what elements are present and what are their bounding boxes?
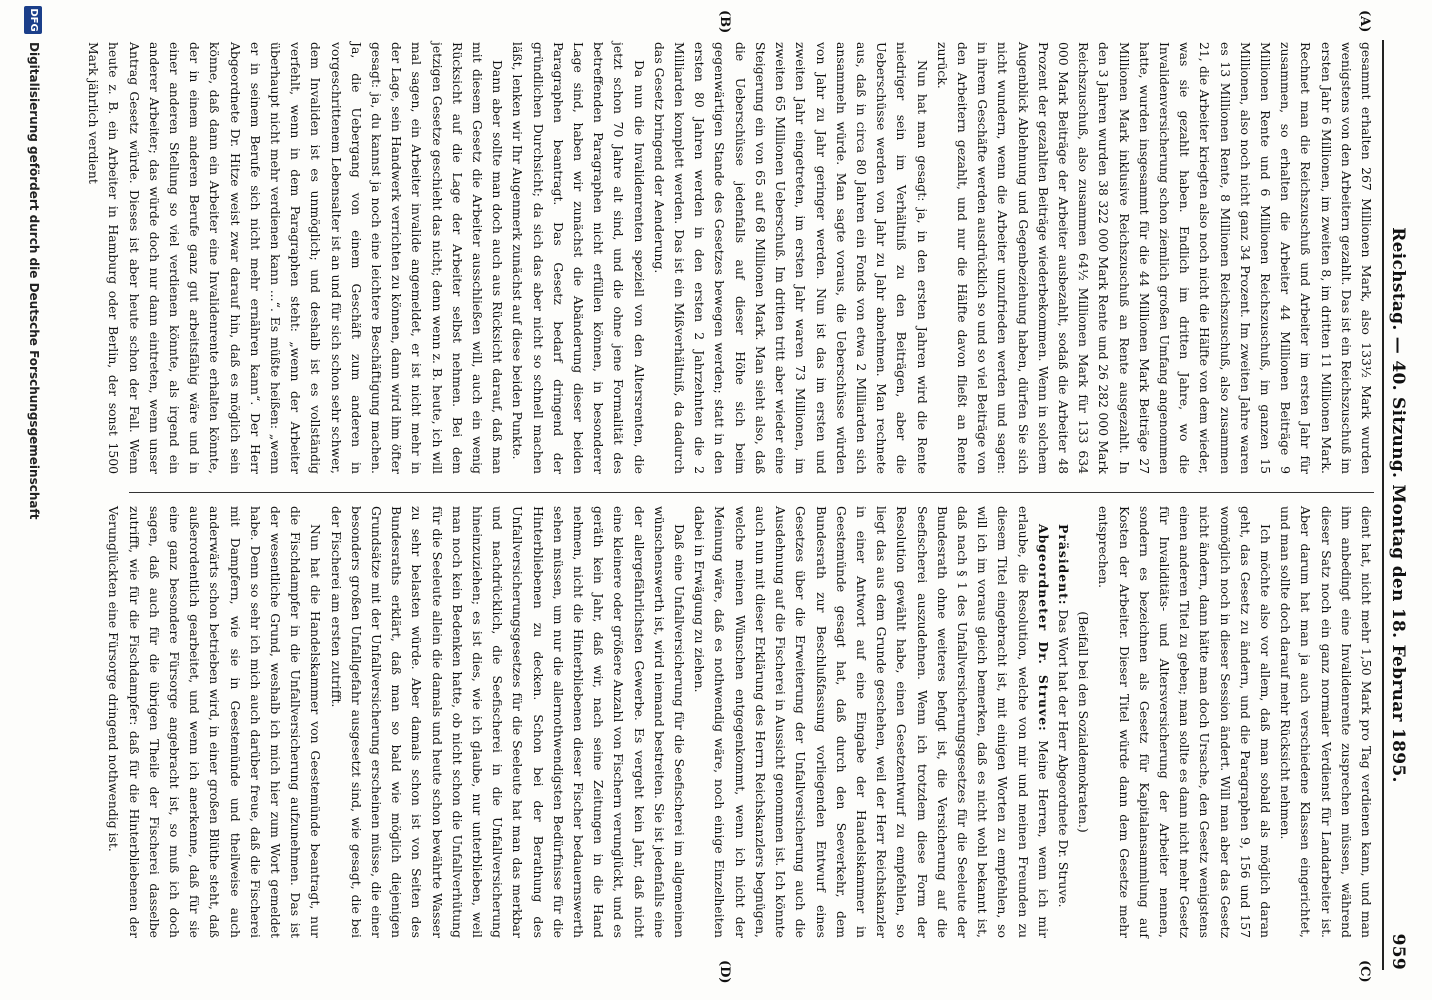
left-paragraph-4: Dann aber sollte man doch auch aus Rücksicht darauf, daß man mit diesem Gesetz die Arbeiter ausschließen will, auch ein wenig Rücksicht auf die Lage der Arbeiter selbst nehmen. Bei dem jetzigen Gesetze geschieht das nicht; denn wenn z. B. heute, ich will mal sagen, ein Arbeiter invalide angemeldet, er ist nicht mehr in der Lage, sein Handwerk verrichten zu können, dann wird ihm öfter gesagt: ja, du kannst ja noch eine leichtere Beschäftigung machen. Ja, die Uebergang von einem Geschäft zum anderen in vorgeschrittenem Lebensalter ist an und für sich schon sehr schwer, dem Invaliden ist es unmöglich; und deshalb ist es vollständig verfehlt, wenn in dem Paragraphen steht: „wenn der Arbeiter überhaupt nicht mehr verdienen kann ...“. Es müßte heißen: „wenn er in seinem Berufe sich nicht mehr ernähren kann“. Der Herr Abgeordnete Dr. Hitze weist zwar darauf hin, daß es möglich sein könne, daß dann ein Arbeiter eine Invalidenrente erhalten könnte, der in einem anderen Berufe ganz gut arbeitsfähig wäre und in einer anderen Stellung so viel verdienen könnte, als irgend ein anderer Arbeiter; das würde doch nur dann eintreten, wenn unser Antrag Gesetz würde. Dieses ist aber heute schon der Fall. Wenn heute z. B. ein Arbeiter in Hamburg oder Berlin, der sonst 1500 Mark jährlich verdient [86, 42, 506, 474]
speaker-paragraph [689, 506, 1053, 938]
speaker-label: Abgeordneter Dr. Struve: [1035, 524, 1051, 732]
president-label: Präsident: [1055, 524, 1071, 606]
margin-marker-b: (B) [717, 10, 732, 34]
left-paragraph-2: Nun hat man gesagt: ja, in den ersten Jahren wird die Rente niedriger sein im Verhältniß zu den Beiträgen, aber die Ueberschüsse werden von Jahr zu Jahr abnehmen. Man rechnete aus, daß in circa 80 Jahren ein Fonds von etwa 2 Milliarden sich ansammeln würde. Man sagte voraus, die Ueberschüsse würden von Jahr zu Jahr geringer werden. Nun ist das im ersten und zweiten Jahr eingetreten, im ersten Jahr waren 73 Millionen, im zweiten 65 Millionen Ueberschuß. Im dritten tritt aber wieder eine Steigerung ein von 65 auf 68 Millionen Mark. Man sieht also, daß die Ueberschüsse jedenfalls auf dieser Höhe sich beim gegenwärtigen Stande des Gesetzes bewegen werden; statt in den ersten 80 Jahren werden in den ersten 2 Jahrzehnten die 2 Milliarden komplett werden. Das ist ein Mißverhältniß, da dadurch das Gesetz bringend der Aenderung. [651, 42, 930, 474]
margin-marker-a: (A) [1357, 10, 1372, 33]
margin-marker-c: (C) [1357, 960, 1372, 983]
column-divider [129, 492, 1374, 493]
left-column [86, 42, 1376, 474]
right-paragraph-2: Ich möchte also vor allem, daß man sobald als möglich daran geht, das Gesetz zu ändern, und die Paragraphen 9, 156 und 157 womöglich noch in dieser Session ändert. Will man aber das Gesetz nicht ändern, dann hätte man doch Ursache, den Gesetz wenigstens einen anderen Titel zu geben; man sollte es dann nicht mehr Gesetz für Invaliditäts- und Altersversicherung der Arbeiter nennen, sondern es bezeichnen als Gesetz für Kapitalansammlung auf Kosten der Arbeiter. Dieser Titel würde dann dem Gesetze mehr entsprechen. [1096, 506, 1273, 938]
footer-credit: Digitalisierung gefördert durch die Deutsche Forschungsgemeinschaft [27, 42, 41, 520]
right-paragraph-1: dient hat, nicht mehr 1,50 Mark pro Tag verdienen kann, und man ihm anbedingt eine Invalidenrente zusprechen müssen, während dieser Satz noch ein ganz normaler Verdienst für Landarbeiter ist. Aber darum hat man ja auch verschiedene Klassen eingerichtet, und man sollte doch darauf mehr Rücksicht nehmen. [1278, 506, 1374, 938]
speaker-text: Meine Herren, wenn ich mir erlaube, die Resolution, welche von mir und meinen Freunden zu diesem Titel eingebracht ist, mit einigen Worten zu empfehlen, so will ich im voraus gleich bemerken, daß es nicht wohl bekannt ist, daß nach § 1 des Unfallversicherungsgesetzes für die Seeleute der Bundesrath ohne weiteres befugt ist, die Versicherung auf die Seefischerei auszudehnen. Wenn ich trotzdem diese Form der Resolution gewählt habe, einen Gesetzentwurf zu empfehlen, so liegt das aus dem Grunde geschehen, weil der Herr Reichskanzler in einer Antwort auf eine Eingabe der Handelskammer in Geestemünde gesagt hat, daß durch den Seeverkehr, dem Bundesrath zur Beschlußfassung vorliegenden Entwurf eines Gesetzes über die Erweiterung der Unfallversicherung auch die Ausdehnung auf die Fischerei in Aussicht genommen ist. Ich könnte auch nun mit dieser Erklärung des Herrn Reichskanzlers begnügen, welche meinen Wünschen entgegenkommt, wenn ich nicht der Meinung wäre, daß es nothwendig wäre, noch einige Einzelheiten dabei in Erwägung zu ziehen. [692, 506, 1051, 939]
page-footer [12, 2, 72, 998]
page-header [1382, 40, 1422, 970]
dfg-logo: DFG [24, 6, 42, 34]
header-title: Reichstag. — 40. Sitzung. Montag den 18. Februar 1895. [1388, 227, 1408, 783]
margin-marker-d: (D) [717, 960, 732, 984]
right-paragraph-4: Nun hat die Handelskammer von Geestemünde beantragt, nur die Fischdampfer in die Unfallversicherung aufzunehmen. Das ist der wesentliche Grund, weshalb ich mich hier zum Wort gemeldet habe. Denn so sehr ich mich auch darüber freue, daß die Fischerei mit Dampfern, wie sie in Geestemünde und theilweise auch anderwärts schon betrieben wird, in einer großen Blüthe steht, daß außerordentlich gearbeitet, und wenn ich anerkenne, daß für sie eine ganz besondere Fürsorge angebracht ist, so muß ich doch sagen, daß auch für die übrigen Theile der Fischerei dasselbe zutrifft, wie für die Fischdampfer: daß für die Hinterbliebenen der Verunglückten eine Fürsorge dringend nothwendig ist. [106, 506, 324, 938]
right-column [106, 506, 1376, 939]
page-number: 959 [1388, 933, 1408, 970]
president-text: Das Wort hat der Herr Abgeordnete Dr. Struve. [1055, 609, 1071, 908]
left-paragraph-3: Da nun die Invalidenrenten speziell von den Altersrenten, die jetzt schon 70 Jahre alt sind, und die ohne jene Formalität des betreffenden Paragraphen nicht erfüllen können, in besonderer Lage sind, haben wir zunächst die Abänderung dieser beiden Paragraphen beantragt. Das Gesetz bedarf dringend der gründlichen Durchsicht; da sich das aber nicht so schnell machen läßt, lenken wir Ihr Augenmerk zunächst auf diese beiden Punkte. [510, 42, 647, 474]
president-paragraph [1053, 506, 1073, 938]
right-paragraph-3: Daß eine Unfallversicherung für die Seefischerei im allgemeinen wünschenswerth ist, wird niemand bestreiten. Sie ist jedenfalls eine der allergefährlichsten Gewerbe. Es vergeht kein Jahr, daß nicht eine kleinere oder größere Anzahl von Fischern verunglückt, und es geräth kein Jahr, daß wir, nach seine Zeitungen in die Hand nehmen, nicht die Hinterbliebenen dieser Fischer bedauernswerth sehen müssen, um nur die allernothwendigsten Bedürfnisse für die Hinterbliebenen zu decken. Schon bei der Berathung des Unfallversicherungsgesetzes für die Seeleute hat man das merkbar und nachdrücklich, die Seefischerei in die Unfallversicherung hineinzuziehen; es ist dies, wie ich glaube, nur unterblieben, weil man noch kein Bedenken hatte, ob nicht schon die Unfallverhütung für die Seeleute allein die damals und heute schon bewährte Wasser zu sehr belasten würde. Aber damals schon ist von Seiten des Bundesraths erklärt, daß man so bald wie möglich diejenigen Grundsätze mit der Unfallversicherung erscheinen müsse, die einer besonders großen Unfallgefahr ausgesetzt sind, wie gesagt, die bei der Fischerei am ersten zutrifft. [328, 506, 688, 938]
left-paragraph-1: gesammt erhalten 267 Millionen Mark, also 133½ Mark wurden wenigstens von den Arbeitern gezahlt. Das ist ein Reichszuschuß im ersten Jahr 6 Millionen, im zweiten 8, im dritten 11 Millionen Mark. Rechnet man die Reichszuschuß und Arbeiter im ersten Jahr für zusammen, so erhalten die Arbeiter 44 Millionen Beiträge 9 Millionen Rente und 6 Millionen Reichszuschuß, im ganzen 15 Millionen, also noch nicht ganz 34 Prozent. Im zweiten Jahre waren es 13 Millionen Rente, 8 Millionen Reichszuschuß, also zusammen 21, die Arbeiter kriegten also noch nicht die Hälfte von dem wieder, was sie gezahlt haben. Endlich im dritten Jahre, wo die Invalidenversicherung schon ziemlich großen Umfang angenommen hatte, wurden insgesammt für die 44 Millionen Mark Beiträge 27 Millionen Mark inklusive Reichszuschuß an Rente ausgezahlt. In den 3 Jahren wurden 38 322 000 Mark Rente und 26 282 000 Mark Reichszuschuß, also zusammen 64½ Millionen Mark für 133 634 000 Mark Beiträge der Arbeiter ausbezahlt, sodaß die Arbeiter 48 Prozent der gezahlten Beiträge wiederbekommen. Wenn in solchem Augenblick Ablehnung und Gegenbeziehung haben, dürfen Sie sich nicht wundern, wenn die Arbeiter unzufrieden werden und sagen: in ihrem Geschäfte werden ausdrücklich so und so viel Beiträge von den Arbeitern gezahlt, und nur die Hälfte davon fließt an Rente zurück. [934, 42, 1374, 474]
applause-note: (Beifall bei den Sozialdemokraten.) [1076, 611, 1092, 833]
